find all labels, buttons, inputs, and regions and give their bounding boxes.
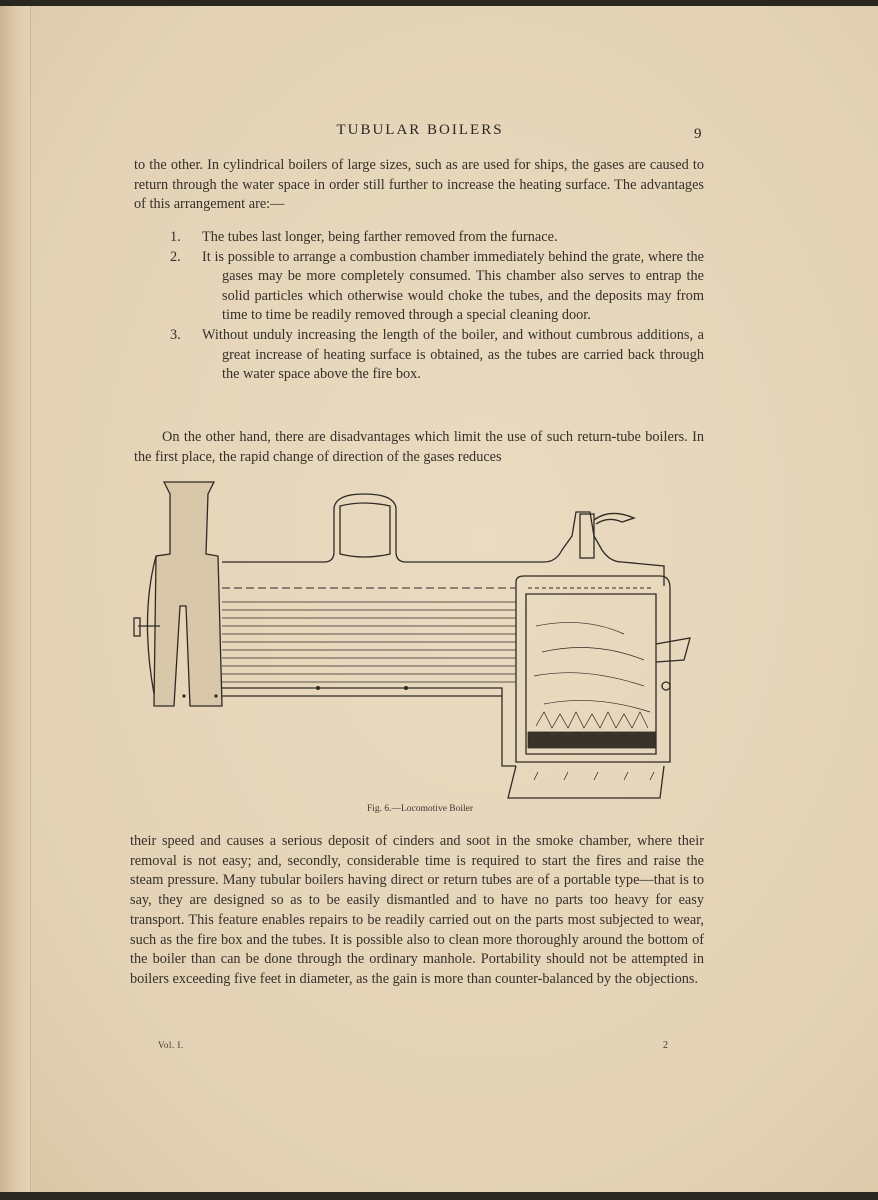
- list-item: [134, 228, 704, 248]
- list-item: [134, 248, 704, 326]
- firegrate: [528, 732, 656, 748]
- running-head: TUBULAR BOILERS: [336, 122, 504, 138]
- boiler-barrel: [222, 494, 664, 586]
- paragraph-intro: to the other. In cylindrical boilers of large sizes, such as are used for ships, the gases are caused to return through the water space in order still further to increase the heating surface. The advantages of this arrangement are:—: [134, 157, 704, 213]
- list-item-number: 2.: [170, 248, 181, 265]
- chimney: [154, 482, 222, 706]
- list-item-number: 3.: [170, 326, 181, 343]
- list-item-text: It is possible to arrange a combustion chamber immediately behind the grate, where the gases may be more completely consumed. This chamber also serves to entrap the solid particles which otherwise would choke the tubes, and the deposits may from time to time be readily removed through a special cleaning door.: [202, 248, 704, 324]
- list-item-text: The tubes last longer, being farther removed from the furnace.: [202, 229, 558, 245]
- signature-mark: 2: [663, 1040, 668, 1051]
- list-item: [134, 326, 704, 385]
- paragraph-portable: their speed and causes a serious deposit of cinders and soot in the smoke chamber, where their removal is not easy; and, secondly, considerable time is required to start the fires and raise the steam pressure. Many tubular boilers having direct or return tubes are of a portable type—that is to say, they are designed so as to be easily dismantled and to have no parts too heavy for easy transport. This feature enables repairs to be readily carried out on the parts most subjected to wear, such as the fire box and the tubes. It is possible also to clean more thoroughly around the bottom of the boiler than can be done through the ordinary manhole. Portability should not be attempted in boilers exceeding five feet in diameter, as the gain is more than counter-balanced by the objections.: [130, 833, 704, 987]
- boiler-tubes: [222, 602, 516, 682]
- figure-caption: Fig. 6.—Locomotive Boiler: [366, 804, 474, 814]
- page-gutter: [0, 6, 31, 1192]
- volume-mark: Vol. I.: [158, 1040, 184, 1050]
- list-item-text: Without unduly increasing the length of the boiler, and without cumbrous additions, a great increase of heating surface is obtained, as the tubes are carried back through the water space above the fire box.: [202, 326, 704, 383]
- list-item-number: 1.: [170, 229, 181, 245]
- paragraph-disadvantages: On the other hand, there are disadvantages which limit the use of such return-tube boilers. In the first place, the rapid change of direction of the gases reduces: [134, 429, 704, 465]
- page-number: 9: [694, 126, 702, 142]
- locomotive-boiler-illustration: [124, 476, 710, 806]
- book-page: [0, 6, 878, 1192]
- ashpan: [508, 766, 664, 798]
- advantages-list: [134, 228, 704, 385]
